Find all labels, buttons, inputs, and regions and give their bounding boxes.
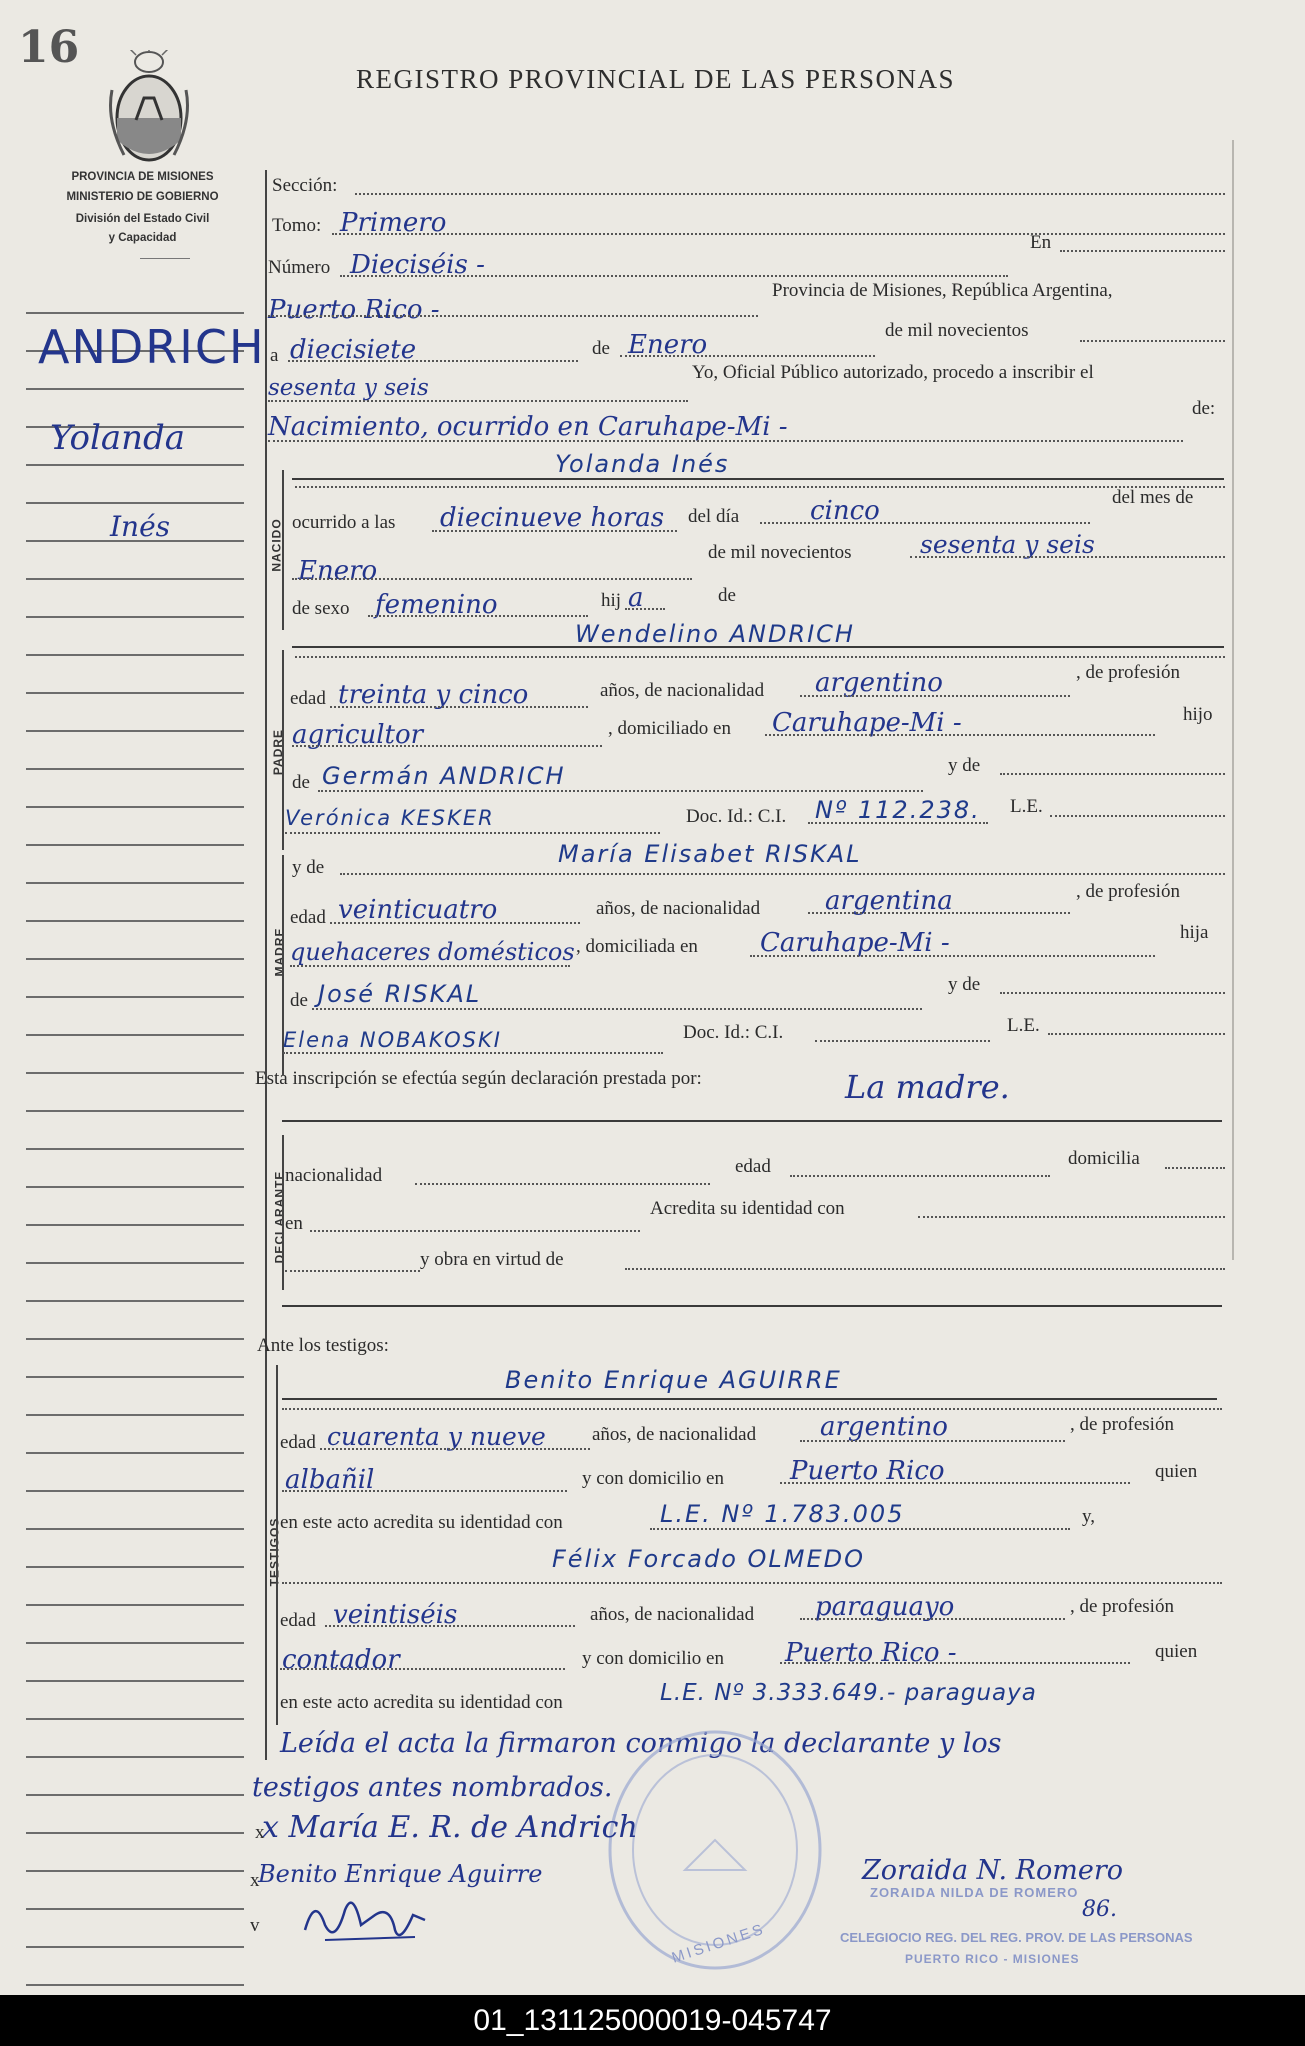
- margin-rule: [26, 1376, 244, 1378]
- label-madre-dom: , domiciliada en: [576, 936, 698, 957]
- value-anio-nac: sesenta y seis: [920, 530, 1095, 559]
- label-padre-le: L.E.: [1010, 796, 1043, 817]
- value-testigo1-prof: albañil: [285, 1465, 375, 1495]
- label-madre-nac: años, de nacionalidad: [596, 898, 761, 919]
- value-lugar: Puerto Rico -: [268, 295, 440, 325]
- value-padre-edad: treinta y cinco: [338, 680, 529, 710]
- label-padre-prof: , de profesión: [1076, 662, 1180, 683]
- label-t2-dom: y con domicilio en: [582, 1648, 724, 1669]
- margin-rule: [26, 1680, 244, 1682]
- value-testigo2-nac: paraguayo: [815, 1592, 955, 1622]
- label-hij: hij: [601, 590, 622, 611]
- margin-x-mark-1: x: [255, 1822, 265, 1843]
- label-de: de: [592, 338, 610, 359]
- value-madre-padre: José RISKAL: [318, 980, 482, 1008]
- label-t1-acredita: en este acto acredita su identidad con: [280, 1512, 563, 1533]
- label-a: a: [270, 345, 279, 366]
- margin-rule: [26, 1718, 244, 1720]
- value-testigo2-prof: contador: [282, 1645, 400, 1675]
- value-testigo1-dom: Puerto Rico: [790, 1456, 945, 1486]
- issuer-line-4: y Capacidad: [108, 232, 177, 244]
- margin-rule: [26, 806, 244, 808]
- margin-name-1: Yolanda: [50, 418, 186, 458]
- label-nacionalidad: nacionalidad: [285, 1165, 383, 1186]
- margin-rule: [26, 920, 244, 922]
- margin-surname: ANDRICH: [38, 320, 266, 374]
- label-del-mes: del mes de: [1112, 487, 1194, 508]
- value-acta: Nacimiento, ocurrido en Caruhape-Mi -: [268, 412, 788, 442]
- margin-x-mark-2: x: [250, 1870, 260, 1891]
- label-padre-y-de: y de: [948, 755, 981, 776]
- value-madre-nombre: María Elisabet RISKAL: [558, 840, 862, 868]
- stamp-line-1: ZORAIDA NILDA DE ROMERO: [870, 1885, 1079, 1900]
- margin-rule: [26, 1642, 244, 1644]
- margin-rule: [26, 1262, 244, 1264]
- section-label-declarante: DECLARANTE: [272, 1170, 287, 1264]
- value-dia-nac: cinco: [810, 496, 880, 526]
- label-t1-edad: edad: [280, 1432, 316, 1453]
- value-testigo1-nac: argentino: [820, 1412, 948, 1442]
- label-t1-nac: años, de nacionalidad: [592, 1424, 757, 1445]
- label-del-dia: del día: [688, 506, 740, 527]
- value-padre-nac: argentino: [815, 668, 943, 698]
- coat-of-arms-icon: [104, 50, 194, 170]
- margin-rule: [26, 502, 244, 504]
- label-padre-edad: edad: [290, 688, 326, 709]
- image-caption: 01_131125000019-045747: [0, 1995, 1305, 2046]
- label-t1-prof: , de profesión: [1070, 1414, 1174, 1435]
- margin-rule: [26, 768, 244, 770]
- label-edad-decl: edad: [735, 1156, 771, 1177]
- label-padre-nac: años, de nacionalidad: [600, 680, 765, 701]
- margin-rule: [26, 958, 244, 960]
- value-testigo2-nombre: Félix Forcado OLMEDO: [552, 1545, 866, 1573]
- value-hora: diecinueve horas: [440, 503, 665, 533]
- margin-rule: [26, 464, 244, 466]
- page-number: 16: [18, 22, 80, 73]
- value-padre-ci: Nº 112.238.: [815, 796, 981, 824]
- value-padre-nombre: Wendelino ANDRICH: [575, 620, 855, 648]
- value-mes: Enero: [628, 330, 708, 360]
- value-testigo2-dom: Puerto Rico -: [785, 1638, 957, 1668]
- margin-rule: [26, 1148, 244, 1150]
- margin-rule: [26, 1490, 244, 1492]
- value-testigo1-nombre: Benito Enrique AGUIRRE: [505, 1366, 842, 1394]
- margin-rule: [26, 1794, 244, 1796]
- issuer-line-1: PROVINCIA DE MISIONES: [71, 171, 214, 183]
- label-t1-y: y,: [1082, 1506, 1096, 1527]
- margin-rule: [26, 1984, 244, 1986]
- header-title: REGISTRO PROVINCIAL DE LAS PERSONAS: [356, 64, 956, 94]
- label-numero: Número: [268, 257, 331, 278]
- value-padre-madre: Verónica KESKER: [285, 806, 495, 830]
- value-declarante: La madre.: [845, 1068, 1010, 1106]
- margin-rule: [26, 692, 244, 694]
- label-t2-quien: quien: [1155, 1641, 1198, 1662]
- signature-madre: x María E. R. de Andrich: [262, 1810, 638, 1845]
- margin-rule: [26, 578, 244, 580]
- margin-rule: [26, 1528, 244, 1530]
- value-madre-dom: Caruhape-Mi -: [760, 928, 950, 958]
- label-seccion: Sección:: [272, 175, 338, 196]
- margin-rule: [26, 1338, 244, 1340]
- margin-rule: [26, 1832, 244, 1834]
- value-madre-nac: argentina: [825, 886, 953, 916]
- label-padre-dom: , domiciliado en: [608, 718, 731, 739]
- value-hij-suffix: a: [628, 583, 644, 613]
- label-en-decl: en: [285, 1213, 303, 1234]
- label-padre-hijo: hijo: [1183, 704, 1213, 725]
- margin-rule: [26, 996, 244, 998]
- seal-text: MISIONES: [669, 1920, 768, 1967]
- margin-rule: [26, 616, 244, 618]
- label-tomo: Tomo:: [272, 215, 322, 236]
- value-padre-padre: Germán ANDRICH: [322, 762, 566, 790]
- stamp-line-2: CELEGIOCIO REG. DEL REG. PROV. DE LAS PERSONAS: [840, 1930, 1193, 1945]
- label-madre-doc: Doc. Id.: C.I.: [683, 1022, 784, 1043]
- label-t2-edad: edad: [280, 1610, 316, 1631]
- signature-testigo1: Benito Enrique Aguirre: [258, 1860, 543, 1888]
- value-mes-nac: Enero: [298, 556, 378, 586]
- label-de-mil-2: de mil novecientos: [708, 542, 852, 563]
- label-padre-doc: Doc. Id.: C.I.: [686, 806, 787, 827]
- value-madre-prof: quehaceres domésticos: [290, 938, 575, 966]
- signature-testigo2-scribble: [295, 1885, 435, 1955]
- label-t2-nac: años, de nacionalidad: [590, 1604, 755, 1625]
- margin-rule: [26, 388, 244, 390]
- closing-line-1: Leída el acta la firmaron conmigo la declarante y los: [280, 1728, 1002, 1759]
- closing-line-2: testigos antes nombrados.: [252, 1772, 613, 1803]
- stamp-line-3: PUERTO RICO - MISIONES: [905, 1952, 1080, 1966]
- label-t2-prof: , de profesión: [1070, 1596, 1174, 1617]
- section-label-padre: PADRE: [271, 728, 286, 776]
- label-de-mil: de mil novecientos: [885, 320, 1029, 341]
- value-madre-madre: Elena NOBAKOSKI: [283, 1028, 502, 1052]
- label-ante-testigos: Ante los testigos:: [257, 1335, 389, 1356]
- label-madre-y-de: y de: [292, 857, 325, 878]
- label-padre-de: de: [292, 772, 310, 793]
- label-t1-dom: y con domicilio en: [582, 1468, 724, 1489]
- section-label-testigos: TESTIGOS: [267, 1517, 282, 1587]
- margin-rule: [26, 730, 244, 732]
- label-madre-prof: , de profesión: [1076, 881, 1180, 902]
- margin-rule: [26, 882, 244, 884]
- label-de-2: de:: [1192, 398, 1216, 419]
- margin-rule: [26, 312, 244, 314]
- label-madre-le: L.E.: [1007, 1015, 1040, 1036]
- value-padre-prof: agricultor: [292, 720, 424, 750]
- margin-rule: [26, 1870, 244, 1872]
- label-esta-inscripcion: Esta inscripción se efectúa según declaración prestada por:: [255, 1068, 702, 1089]
- margin-check-mark: v: [250, 1915, 260, 1936]
- label-de-sexo: de sexo: [292, 598, 350, 619]
- value-testigo2-edad: veintiséis: [333, 1600, 458, 1630]
- value-madre-edad: veinticuatro: [338, 895, 498, 925]
- value-testigo1-edad: cuarenta y nueve: [327, 1422, 546, 1451]
- issuer-line-3: División del Estado Civil: [75, 213, 210, 225]
- label-provincia: Provincia de Misiones, República Argentina,: [772, 280, 1113, 301]
- signature-oficial: Zoraida N. Romero: [862, 1855, 1124, 1886]
- label-oficial: Yo, Oficial Público autorizado, procedo a inscribir el: [692, 362, 1094, 383]
- margin-rule: [26, 1908, 244, 1910]
- label-madre-de: de: [290, 990, 308, 1011]
- issuer-line-2: MINISTERIO DE GOBIERNO: [66, 191, 219, 203]
- value-testigo1-doc: L.E. Nº 1.783.005: [660, 1500, 905, 1528]
- margin-rule: [26, 1224, 244, 1226]
- margin-rule: [26, 1072, 244, 1074]
- value-testigo2-doc: L.E. Nº 3.333.649.- paraguaya: [660, 1680, 1037, 1706]
- value-dia: diecisiete: [290, 335, 417, 365]
- margin-rule: [26, 1604, 244, 1606]
- value-numero: Dieciséis -: [350, 250, 485, 280]
- label-t2-acredita: en este acto acredita su identidad con: [280, 1692, 563, 1713]
- label-domicilia: domicilia: [1068, 1148, 1140, 1169]
- label-acredita: Acredita su identidad con: [650, 1198, 845, 1219]
- value-anio: sesenta y seis: [268, 375, 429, 401]
- margin-rule: [26, 844, 244, 846]
- margin-rule: [26, 1756, 244, 1758]
- label-t1-quien: quien: [1155, 1461, 1198, 1482]
- margin-rule: [26, 1186, 244, 1188]
- section-label-nacido: NACIDO: [269, 518, 284, 572]
- margin-rule: [26, 1566, 244, 1568]
- margin-rule: [26, 1300, 244, 1302]
- margin-rule: [26, 1452, 244, 1454]
- label-ocurrido: ocurrido a las: [292, 512, 396, 533]
- margin-rule: [26, 1110, 244, 1112]
- label-madre-edad: edad: [290, 907, 326, 928]
- value-nombre: Yolanda Inés: [555, 450, 730, 478]
- label-en: En: [1030, 232, 1052, 253]
- section-label-madre: MADRE: [272, 927, 287, 977]
- value-tomo: Primero: [340, 208, 447, 238]
- label-madre-hija: hija: [1180, 922, 1209, 943]
- label-y-obra: y obra en virtud de: [420, 1249, 564, 1270]
- value-padre-dom: Caruhape-Mi -: [772, 708, 962, 738]
- margin-rule: [26, 654, 244, 656]
- value-sexo: femenino: [375, 590, 498, 620]
- label-de-3: de: [718, 585, 736, 606]
- margin-rule: [26, 1946, 244, 1948]
- stamp-number: 86.: [1082, 1897, 1117, 1922]
- margin-rule: [26, 1034, 244, 1036]
- margin-rule: [26, 1414, 244, 1416]
- margin-name-2: Inés: [110, 510, 171, 543]
- label-madre-y-de-2: y de: [948, 974, 981, 995]
